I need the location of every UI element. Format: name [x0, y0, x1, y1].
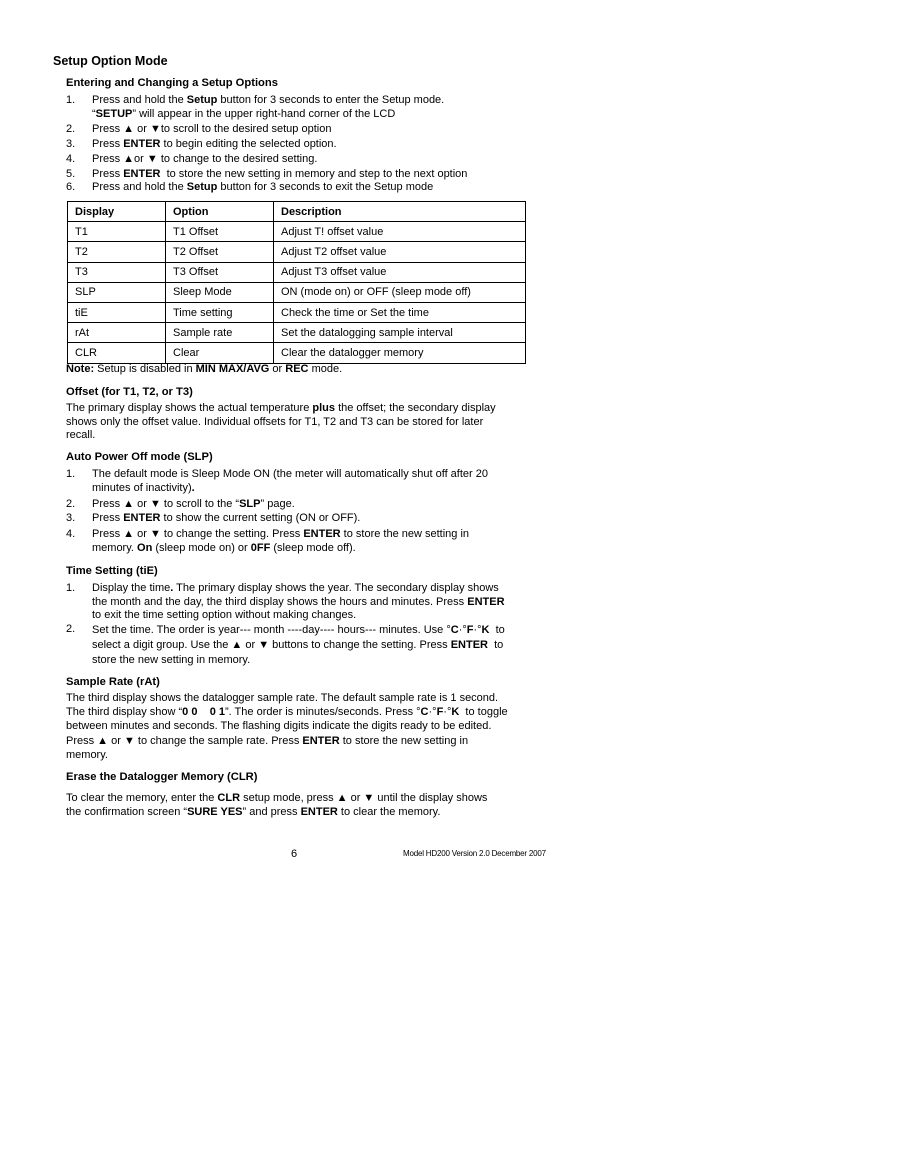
step-number: 5.	[66, 168, 76, 180]
step-number: 4.	[66, 528, 76, 540]
offset-heading: Offset (for T1, T2, or T3)	[66, 386, 193, 398]
cell-option: Time setting	[166, 302, 274, 322]
clr-heading: Erase the Datalogger Memory (CLR)	[66, 771, 258, 783]
step-number: 1.	[66, 94, 76, 106]
cell-option: T2 Offset	[166, 242, 274, 262]
offset-paragraph: The primary display shows the actual temperature plus the offset; the secondary display shows only the offset value. Individual offsets for T1, T2 and T3 can be stored for later recall.	[66, 402, 496, 441]
rate-paragraph: The third display shows the datalogger sample rate. The default sample rate is 1 second. The third display show “0 0 0 1”. The order is minutes/seconds. Press °C·°F·°K to toggle between minutes and seconds. The flashing digits indicate the digits ready to be edited. Press ▲ or ▼ to change the sample rate. Press ENTER to store the new setting in memory.	[66, 692, 508, 761]
table-row	[68, 262, 526, 282]
step-text: Press and hold the Setup button for 3 seconds to enter the Setup mode. “SETUP” will appear in the upper right-hand corner of the LCD	[92, 94, 445, 120]
model-version: Model HD200 Version 2.0 December 2007	[403, 849, 546, 858]
step-number: 2.	[66, 498, 76, 510]
cell-display: T1	[68, 222, 166, 242]
cell-display: T3	[68, 262, 166, 282]
rate-heading: Sample Rate (rAt)	[66, 676, 160, 688]
step-text: Press ▲ or ▼ to change the setting. Press ENTER to store the new setting in memory. On (sleep mode on) or 0FF (sleep mode off).	[92, 528, 470, 554]
cell-description: Adjust T2 offset value	[274, 242, 526, 262]
step-text: Press ENTER to begin editing the selected option.	[92, 138, 337, 150]
step-number: 2.	[66, 623, 76, 635]
page-number: 6	[291, 848, 298, 860]
cell-option: T1 Offset	[166, 222, 274, 242]
table-row	[68, 343, 526, 363]
cell-display: T2	[68, 242, 166, 262]
cell-option: Sample rate	[166, 323, 274, 343]
cell-description: Adjust T! offset value	[274, 222, 526, 242]
header-option: Option	[166, 202, 274, 222]
cell-option: Sleep Mode	[166, 282, 274, 302]
step-text: Press ENTER to store the new setting in memory and step to the next option	[92, 168, 468, 180]
apo-heading: Auto Power Off mode (SLP)	[66, 451, 213, 463]
step-text: Press ▲or ▼ to change to the desired setting.	[92, 153, 318, 165]
step-text: The default mode is Sleep Mode ON (the meter will automatically shut off after 20 minutes of inactivity).	[92, 468, 488, 494]
table-row	[68, 323, 526, 343]
step-text: Set the time. The order is year--- month ----day---- hours--- minutes. Use °C·°F·°K to select a digit group. Use the ▲ or ▼ buttons to change the setting. Press ENTER to store the new setting in memory.	[92, 624, 505, 666]
cell-display: SLP	[68, 282, 166, 302]
cell-display: CLR	[68, 343, 166, 363]
cell-display: tiE	[68, 302, 166, 322]
cell-description: Adjust T3 offset value	[274, 262, 526, 282]
table-row	[68, 302, 526, 322]
step-text: Press ▲ or ▼ to scroll to the “SLP” page.	[92, 498, 295, 510]
setup-note: Note: Setup is disabled in MIN MAX/AVG or REC mode.	[66, 363, 343, 375]
cell-description: Set the datalogging sample interval	[274, 323, 526, 343]
table-row	[68, 282, 526, 302]
step-text: Press and hold the Setup button for 3 seconds to exit the Setup mode	[92, 181, 434, 193]
cell-option: T3 Offset	[166, 262, 274, 282]
page-title: Setup Option Mode	[53, 54, 168, 68]
header-display: Display	[68, 202, 166, 222]
step-number: 1.	[66, 582, 76, 594]
step-number: 6.	[66, 181, 76, 193]
step-number: 4.	[66, 153, 76, 165]
table-header-row	[68, 202, 526, 222]
step-text: Press ▲ or ▼to scroll to the desired setup option	[92, 123, 332, 135]
cell-display: rAt	[68, 323, 166, 343]
step-number: 2.	[66, 123, 76, 135]
cell-description: Check the time or Set the time	[274, 302, 526, 322]
entering-heading: Entering and Changing a Setup Options	[66, 77, 278, 89]
step-number: 3.	[66, 512, 76, 524]
table-row	[68, 242, 526, 262]
time-heading: Time Setting (tiE)	[66, 565, 158, 577]
setup-options-table	[67, 201, 526, 364]
clr-paragraph: To clear the memory, enter the CLR setup mode, press ▲ or ▼ until the display shows the confirmation screen “SURE YES” and press ENTER to clear the memory.	[66, 792, 488, 818]
cell-description: ON (mode on) or OFF (sleep mode off)	[274, 282, 526, 302]
step-number: 3.	[66, 138, 76, 150]
cell-description: Clear the datalogger memory	[274, 343, 526, 363]
cell-option: Clear	[166, 343, 274, 363]
header-description: Description	[274, 202, 526, 222]
step-number: 1.	[66, 468, 76, 480]
table-row	[68, 222, 526, 242]
step-text: Display the time. The primary display shows the year. The secondary display shows the month and the day, the third display shows the hours and minutes. Press ENTER to exit the time setting option without making changes.	[92, 582, 505, 621]
step-text: Press ENTER to show the current setting (ON or OFF).	[92, 512, 361, 524]
